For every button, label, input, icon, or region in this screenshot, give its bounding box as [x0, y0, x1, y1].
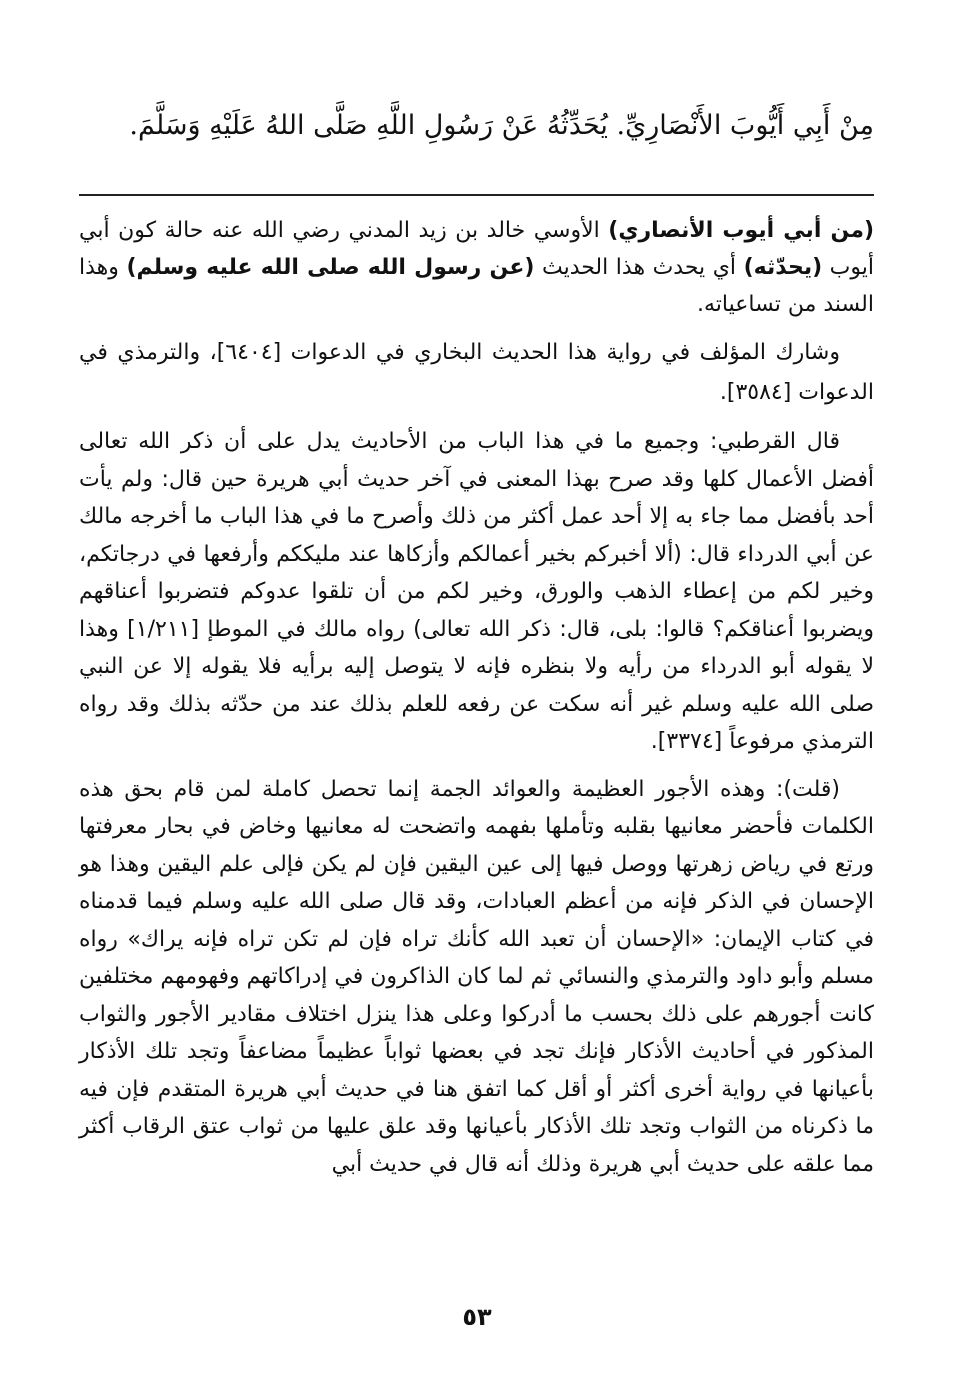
- commentary-paragraph-4: [79, 771, 874, 1184]
- page-number: ٥٣: [462, 1303, 492, 1331]
- quoted-phrase: (عن رسول الله صلى الله عليه وسلم): [126, 255, 535, 280]
- commentary-text: وهذا السند من تساعياته.: [79, 255, 874, 317]
- commentary-paragraph-3: [79, 423, 874, 761]
- hadith-text: مِنْ أَبِي أَيُّوبَ الأَنْصَارِيِّ. يُحَدِّثُهُ عَنْ رَسُولِ اللَّهِ صَلَّى اللهُ عَلَيْهِ وَسَلَّمَ.: [129, 110, 874, 141]
- footnote-divider: [79, 194, 874, 196]
- commentary-paragraph-1: [79, 212, 874, 323]
- commentary-text: (قلت): وهذه الأجور العظيمة والعوائد الجمة إنما تحصل كاملة لمن قام بحق هذه الكلمات فأحضر معانيها بقلبه وتأملها بفهمه واتضحت له معانيها وخاض في بحار معرفتها ورتع في رياض زهرتها ووصل فيها إلى عين اليقين فإن لم يكن فإلى علم اليقين وهذا هو الإحسان في الذكر فإنه من أعظم العبادات، وقد قال صلى الله عليه وسلم فيما قدمناه في كتاب الإيمان: «الإحسان أن تعبد الله كأنك تراه فإن لم تكن تراه فإنه يراك» رواه مسلم وأبو داود والترمذي والنسائي ثم لما كان الذاكرون في إدراكاتهم وفهومهم مختلفين كانت أجورهم على ذلك بحسب ما أدركوا وعلى هذا ينزل اختلاف مقادير الأجور والثواب المذكور في أحاديث الأذكار فإنك تجد في بعضها ثواباً عظيماً مضاعفاً وتجد تلك الأذكار بأعيانها في رواية أخرى أكثر أو أقل كما اتفق هنا في حديث أبي هريرة المتقدم فإن فيه ما ذكرناه من الثواب وتجد تلك الأذكار بأعيانها وقد علق عليها من ثواب عتق الرقاب أكثر مما علقه على حديث أبي هريرة وذلك أنه قال في حديث أبي: [79, 776, 874, 1177]
- quoted-narrator: (من أبي أيوب الأنصاري): [608, 218, 875, 243]
- commentary-text: قال القرطبي: وجميع ما في هذا الباب من الأحاديث يدل على أن ذكر الله تعالى أفضل الأعمال كلها وقد صرح بهذا المعنى في آخر حديث أبي هريرة حين قال: ولم يأت أحد بأفضل مما جاء به إلا أحد عمل أكثر من ذلك وأصرح ما في هذا الباب ما أخرجه مالك عن أبي الدرداء قال: (ألا أخبركم بخير أعمالكم وأزكاها عند مليككم وأرفعها في درجاتكم، وخير لكم من إعطاء الذهب والورق، وخير لكم من أن تلقوا عدوكم فتضربوا أعناقهم ويضربوا أعناقكم؟ قالوا: بلى، قال: ذكر الله تعالى) رواه مالك في الموطإ [١/٢١١] وهذا لا يقوله أبو الدرداء من رأيه ولا بنظره فإنه لا يتوصل إليه برأيه فلا يقوله إلا عن النبي صلى الله عليه وسلم غير أنه سكت عن رفعه للعلم بذلك عند من حدّثه بذلك وقد رواه الترمذي مرفوعاً [٣٣٧٤].: [79, 429, 874, 754]
- commentary-body: [79, 212, 874, 1193]
- commentary-paragraph-2: [79, 333, 874, 413]
- commentary-text: الأوسي خالد بن زيد المدني رضي الله عنه حالة كون أبي أيوب: [79, 218, 874, 280]
- commentary-text: أي يحدث هذا الحديث: [534, 255, 744, 280]
- commentary-text: وشارك المؤلف في رواية هذا الحديث البخاري في الدعوات [٦٤٠٤]، والترمذي في الدعوات [٣٥٨٤].: [79, 340, 874, 405]
- quoted-word: (يحدّثه): [743, 255, 823, 280]
